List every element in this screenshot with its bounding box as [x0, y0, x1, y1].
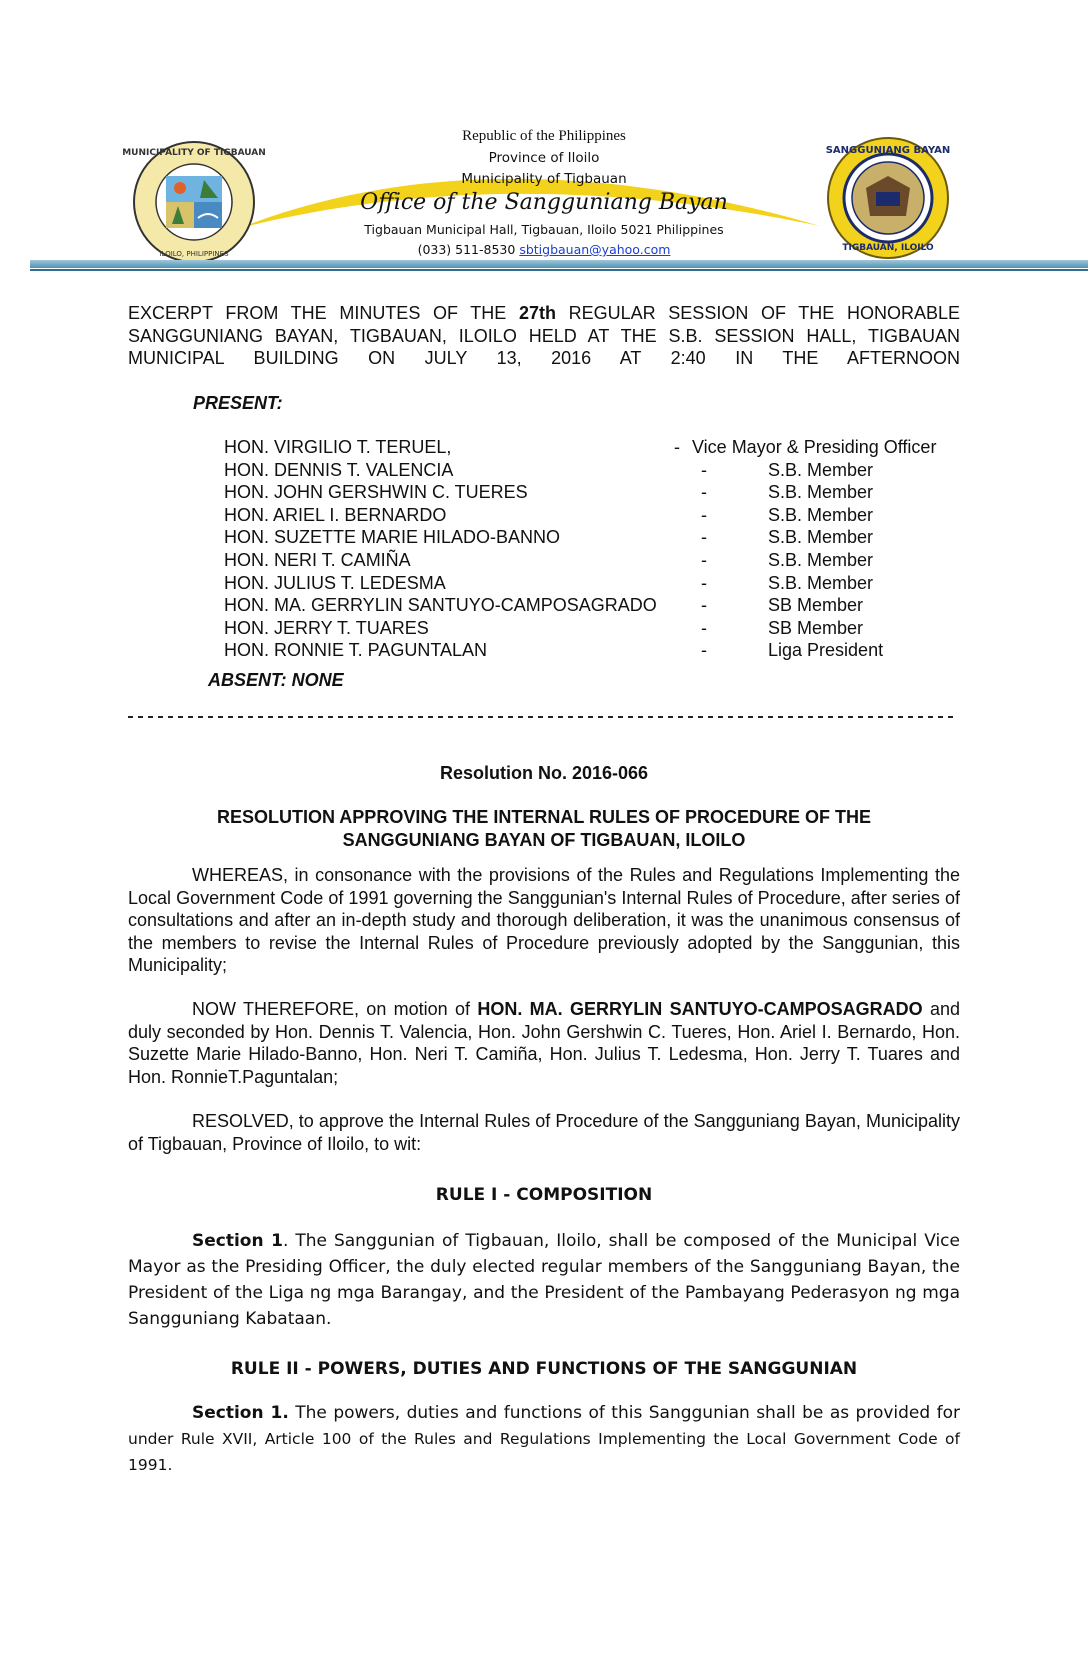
member-dash: - [701, 595, 707, 616]
whereas-text: WHEREAS, in consonance with the provisions of the Rules and Regulations Implementing the Local Government Code of 1991 governing the Sanggunian's Internal Rules of Procedure, after series of consultations and after an in-depth study and thorough deliberation, it was the unanimous consensus of the members to revise the Internal Rules of Procedure previously adopted by the Sanggunian, this Municipality; [128, 865, 960, 975]
now-therefore-prefix: NOW THEREFORE, on motion of [192, 999, 478, 1019]
member-row [224, 549, 984, 572]
member-role: SB Member [768, 595, 864, 616]
letterhead-office-title: Office of the Sangguniang Bayan [360, 190, 728, 215]
excerpt-ordinal: 27th [518, 303, 556, 323]
letterhead-municipality: Municipality of Tigbauan [461, 171, 627, 187]
member-row [224, 594, 984, 617]
member-role: S.B. Member [768, 459, 874, 480]
rule-1-section-1 [128, 1228, 960, 1332]
member-dash: - [701, 640, 707, 661]
member-dash: - [701, 527, 707, 548]
member-row [224, 459, 984, 482]
present-label: PRESENT: [193, 393, 283, 413]
member-name: HON. VIRGILIO T. TERUEL, [224, 437, 452, 457]
resolution-title [128, 806, 960, 851]
resolution-title-line2: SANGGUNIANG BAYAN OF TIGBAUAN, ILOILO [342, 829, 746, 850]
member-dash: - [701, 617, 707, 638]
letterhead-email-link[interactable]: sbtigbauan@yahoo.com [519, 242, 671, 257]
member-row [224, 504, 984, 527]
letterhead [0, 118, 1088, 278]
member-row [224, 617, 984, 640]
member-role: S.B. Member [768, 549, 874, 570]
absent-label: ABSENT: NONE [208, 670, 344, 690]
member-role: SB Member [768, 617, 864, 638]
whereas-paragraph [128, 864, 960, 977]
excerpt-part2: REGULAR SESSION OF THE HONORABLE SANGGUNIANG BAYAN, TIGBAUAN, ILOILO HELD AT THE S.B. SESSION HALL, TIGBAUAN MUNICIPAL BUILDING ON JULY 13, 2016 AT 2:40 IN THE AFTERNOON [128, 303, 960, 368]
member-role: Vice Mayor & Presiding Officer [692, 437, 937, 457]
rule-1-heading: RULE I - COMPOSITION [435, 1185, 653, 1205]
member-name: HON. SUZETTE MARIE HILADO-BANNO [224, 527, 561, 548]
member-name: HON. NERI T. CAMIÑA [224, 549, 411, 570]
left-seal-top-text: MUNICIPALITY OF TIGBAUAN [122, 148, 266, 158]
member-name: HON. MA. GERRYLIN SANTUYO-CAMPOSAGRADO [224, 595, 657, 616]
member-dash: - [701, 459, 707, 480]
letterhead-address: Tigbauan Municipal Hall, Tigbauan, Iloilo 5021 Philippines [364, 222, 724, 237]
member-name: HON. JERRY T. TUARES [224, 617, 429, 638]
member-dash: - [674, 437, 680, 457]
member-name: HON. JULIUS T. LEDESMA [224, 572, 446, 593]
rule-2-section-line1 [128, 1400, 960, 1426]
letterhead-contact [300, 242, 788, 257]
letterhead-rule [30, 260, 1088, 268]
member-row [224, 572, 984, 595]
members-list [224, 436, 984, 662]
sangguniang-bayan-seal-icon [826, 136, 950, 260]
member-role: Liga President [768, 640, 884, 661]
letterhead-republic: Republic of the Philippines [462, 128, 626, 144]
right-seal-top-text: SANGGUNIANG BAYAN [825, 145, 951, 156]
member-name: HON. JOHN GERSHWIN C. TUERES [224, 482, 528, 503]
now-therefore-rest: and duly seconded by Hon. Dennis T. Valencia, Hon. John Gershwin C. Tueres, Hon. Ariel I. Bernardo, Hon. Suzette Marie Hilado-Banno, Hon. Neri T. Camiña, Hon. Julius T. Ledesma, Hon. Jerry T. Tuares and Hon. RonnieT.Paguntalan; [128, 999, 960, 1087]
excerpt-heading [128, 302, 960, 370]
letterhead-rule-underline [30, 269, 1088, 271]
rule-2-section-label: Section 1. [192, 1403, 289, 1423]
member-row [224, 436, 984, 459]
rule-2-heading: RULE II - POWERS, DUTIES AND FUNCTIONS OF THE SANGGUNIAN [230, 1359, 858, 1379]
member-row [224, 481, 984, 504]
rule-1-section-text: . The Sanggunian of Tigbauan, Iloilo, shall be composed of the Municipal Vice Mayor as the Presiding Officer, the duly elected regular members of the Sangguniang Bayan, the President of the Liga ng mga Barangay, and the President of the Pambayang Pederasyon ng mga Sangguniang Kabataan. [128, 1231, 960, 1329]
member-row [224, 526, 984, 549]
member-role: S.B. Member [768, 504, 874, 525]
excerpt-part1: EXCERPT FROM THE MINUTES OF THE [128, 303, 519, 323]
rule-2-section-1 [128, 1400, 960, 1478]
rule-2-section-text-b: under Rule XVII, Article 100 of the Rules and Regulations Implementing the Local Government Code of 1991. [128, 1430, 960, 1474]
letterhead-phone: (033) 511-8530 [417, 242, 516, 257]
right-seal-bottom-text: TIGBAUAN, ILOILO [842, 243, 934, 253]
municipality-seal-icon [122, 140, 266, 264]
member-role: S.B. Member [768, 482, 874, 503]
rule-2-section-text-a: The powers, duties and functions of this Sanggunian shall be as provided for [288, 1403, 960, 1423]
member-role: S.B. Member [768, 572, 874, 593]
member-name: HON. RONNIE T. PAGUNTALAN [224, 640, 488, 661]
dashed-separator [128, 716, 958, 718]
member-name: HON. ARIEL I. BERNARDO [224, 504, 447, 525]
resolved-paragraph [128, 1110, 960, 1155]
now-therefore-paragraph [128, 998, 960, 1088]
member-role: S.B. Member [768, 527, 874, 548]
member-dash: - [701, 572, 707, 593]
member-dash: - [701, 482, 707, 503]
member-dash: - [701, 504, 707, 525]
resolved-text: RESOLVED, to approve the Internal Rules of Procedure of the Sangguniang Bayan, Municipality of Tigbauan, Province of Iloilo, to wit: [128, 1111, 960, 1154]
letterhead-province: Province of Iloilo [488, 150, 600, 166]
rule-1-section-label: Section 1 [192, 1231, 283, 1251]
left-seal-bottom-text: ILOILO, PHILIPPINES [159, 250, 229, 258]
member-dash: - [701, 549, 707, 570]
resolution-number: Resolution No. 2016-066 [439, 763, 649, 783]
member-row [224, 639, 984, 662]
now-therefore-mover: HON. MA. GERRYLIN SANTUYO-CAMPOSAGRADO [477, 999, 923, 1019]
member-name: HON. DENNIS T. VALENCIA [224, 459, 454, 480]
resolution-title-line1: RESOLUTION APPROVING THE INTERNAL RULES OF PROCEDURE OF THE [216, 807, 872, 827]
